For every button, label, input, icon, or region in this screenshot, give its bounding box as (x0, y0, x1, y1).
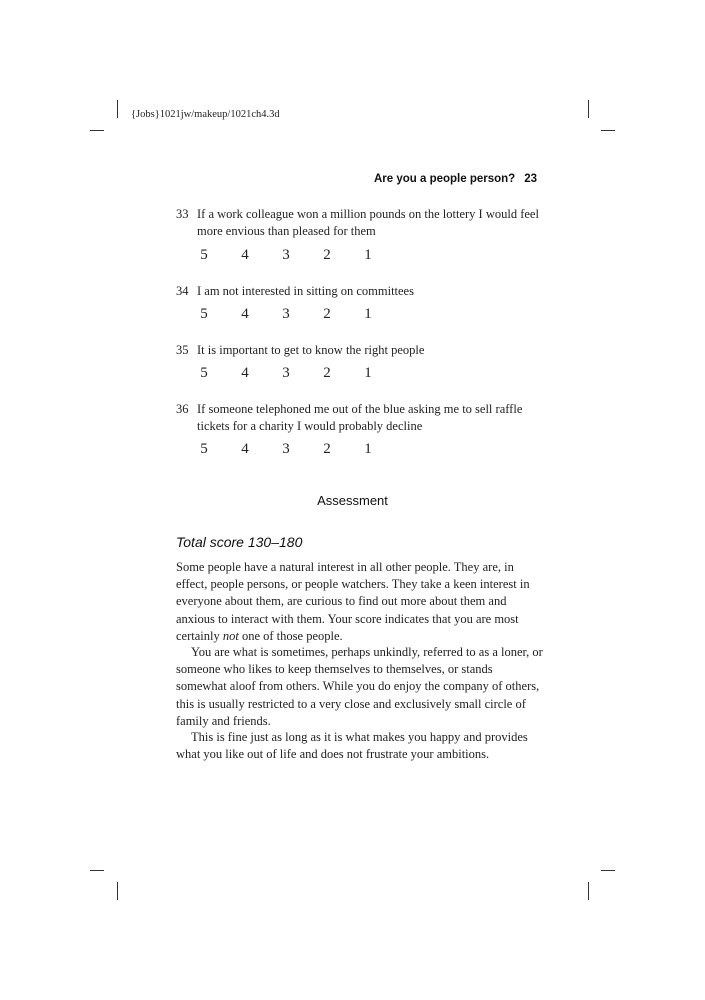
paragraph-text: one of those people. (238, 628, 343, 643)
scale-option: 3 (282, 306, 290, 322)
question-text: I am not interested in sitting on committees (197, 284, 414, 298)
scale-option: 2 (323, 247, 331, 263)
file-slug: {Jobs}1021jw/makeup/1021ch4.3d (131, 109, 280, 120)
scale-option: 3 (282, 247, 290, 263)
scale-option: 4 (241, 365, 249, 381)
body-paragraph (176, 644, 546, 730)
crop-mark (588, 100, 589, 118)
crop-mark (90, 130, 104, 131)
scale-option: 1 (364, 247, 372, 263)
question-item (176, 206, 546, 240)
running-header (374, 173, 537, 185)
running-title: Are you a people person? (373, 173, 516, 185)
scale-option: 2 (323, 306, 331, 322)
scale-option: 4 (241, 247, 249, 263)
scale-option: 3 (282, 365, 290, 381)
score-range-heading: Total score 130–180 (176, 534, 303, 550)
scale-option: 4 (241, 306, 249, 322)
question-text: It is important to get to know the right people (197, 343, 425, 357)
scale-option: 1 (364, 306, 372, 322)
scale-option: 5 (200, 441, 208, 457)
scale-option: 5 (200, 306, 208, 322)
body-paragraph (176, 729, 546, 763)
paragraph-text: You are what is sometimes, perhaps unkindly, referred to as a loner, or someone who likes to keep themselves to themselves, or stands somewhat aloof from others. While you do enjoy the company of others, this is usually restricted to a very close and exclusively small circle of family and friends. (176, 645, 543, 728)
scale-option: 2 (323, 365, 331, 381)
section-heading: Assessment (317, 493, 388, 508)
crop-mark (90, 870, 104, 871)
crop-mark (601, 870, 615, 871)
scale-option: 5 (200, 247, 208, 263)
crop-mark (588, 882, 589, 900)
question-item (176, 283, 546, 300)
question-number: 35 (176, 343, 189, 357)
crop-mark (601, 130, 615, 131)
scale-option: 5 (200, 365, 208, 381)
question-text: If a work colleague won a million pounds on the lottery I would feel more envious than pleased for them (197, 207, 539, 238)
paragraph-text: This is fine just as long as it is what makes you happy and provides what you like out of life and does not frustrate your ambitions. (176, 730, 528, 762)
crop-mark (117, 882, 118, 900)
page-number: 23 (524, 173, 537, 185)
question-number: 36 (176, 402, 189, 416)
crop-mark (117, 100, 118, 118)
scale-option: 3 (282, 441, 290, 457)
emphasis-text: not (222, 628, 239, 643)
scale-option: 1 (364, 441, 372, 457)
question-item (176, 342, 546, 359)
question-number: 34 (176, 284, 189, 298)
question-number: 33 (176, 207, 189, 221)
question-text: If someone telephoned me out of the blue asking me to sell raffle tickets for a charity I would probably decline (197, 402, 523, 433)
scale-option: 1 (364, 365, 372, 381)
paragraph-text: Some people have a natural interest in all other people. They are, in effect, people persons, or people watchers. They take a keen interest in everyone about them, are curious to find out more about them and anxious to interact with them. Your score indicates that you are most certainly (176, 560, 530, 643)
scale-option: 4 (241, 441, 249, 457)
scale-option: 2 (323, 441, 331, 457)
body-paragraph (176, 559, 546, 645)
question-item (176, 401, 546, 435)
